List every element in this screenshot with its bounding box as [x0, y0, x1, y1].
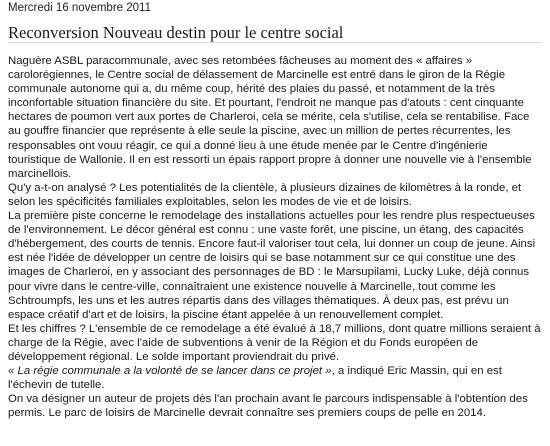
article-title: Reconversion Nouveau destin pour le centre social [8, 23, 344, 42]
article-date: Mercredi 16 novembre 2011 [8, 2, 151, 14]
paragraph-first-track: La première piste concerne le remodelage des installations actuelles pour les rendre plus respectueuses de l'environnement. Le décor général est connu : une vaste forêt, une piscine, un étang, des capacités d'hébergement, des courts de tennis. Encore faut-il valoriser tout cela, lui donner un coup de jeune. Ainsi est née l'idée de développer un centre de loisirs qui se base notamment sur ce qui constitue une des images de Charleroi, en y associant des personnages de BD : le Marsupilami, Lucky Luke, déjà connus pour vivre dans le centre-ville, connaîtraient une existence nouvelle à Marcinelle, tout comme les Schtroumpfs, les uns et les autres répartis dans des villages thématiques. À deux pas, est prévu un espace créatif d'art et de loisirs, la piscine étant appelée à un renouvellement complet. [8, 210, 536, 321]
paragraph-closing: On va désigner un auteur de projets dès l'an prochain avant le parcours indispensable à l'obtention des permis. Le parc de loisirs de Marcinelle devrait connaître ses premiers coups de pelle en 2014. [8, 393, 528, 420]
paragraph-intro: Naguère ASBL paracommunale, avec ses retombées fâcheuses au moment des « affaires » carolorégiennes, le Centre social de délassement de Marcinelle est entré dans le giron de la Régie communale autonome qui a, du même coup, hérité des plaies du passé, et notamment de la très inconfortable situation financière du site. Et pourtant, l'endroit ne manque pas d'atouts : cent cinquante hectares de poumon vert aux portes de Charleroi, cela se mérite, cela s'utilise, cela se rentabilise. Face au gouffre financier que représente à elle seule la piscine, avec un million de pertes récurrentes, les responsables ont vouu réagir, ce qui a donné lieu à une étude menée par le Centre d'ingénierie touristique de Wallonie. Il en est ressorti un épais rapport propre à donner une nouvelle vie à l'ensemble marcinellois. [8, 55, 532, 180]
paragraph-quote [8, 364, 542, 392]
paragraph-figures: Et les chiffres ? L'ensemble de ce remodelage a été évalué à 18,7 millions, dont quatre millions seraient à charge de la Régie, avec l'aide de subventions à venir de la Région et du Fonds européen de développement régional. Le solde important proviendrait du privé. [8, 322, 541, 363]
article-body [8, 54, 542, 420]
pull-quote: « La régie communale a la volonté de se lancer dans ce projet » [8, 365, 332, 378]
title-divider [8, 42, 542, 43]
quote-attribution: , a indiqué Eric Massin, qui en est l'échevin de tutelle. [8, 365, 502, 392]
paragraph-analysis: Qu'y a-t-on analysé ? Les potentialités de la clientèle, à plusieurs dizaines de kilomètres à la ronde, et selon les spécificités familiales exploitables, selon les modes de vie et de loisirs. [8, 181, 522, 208]
